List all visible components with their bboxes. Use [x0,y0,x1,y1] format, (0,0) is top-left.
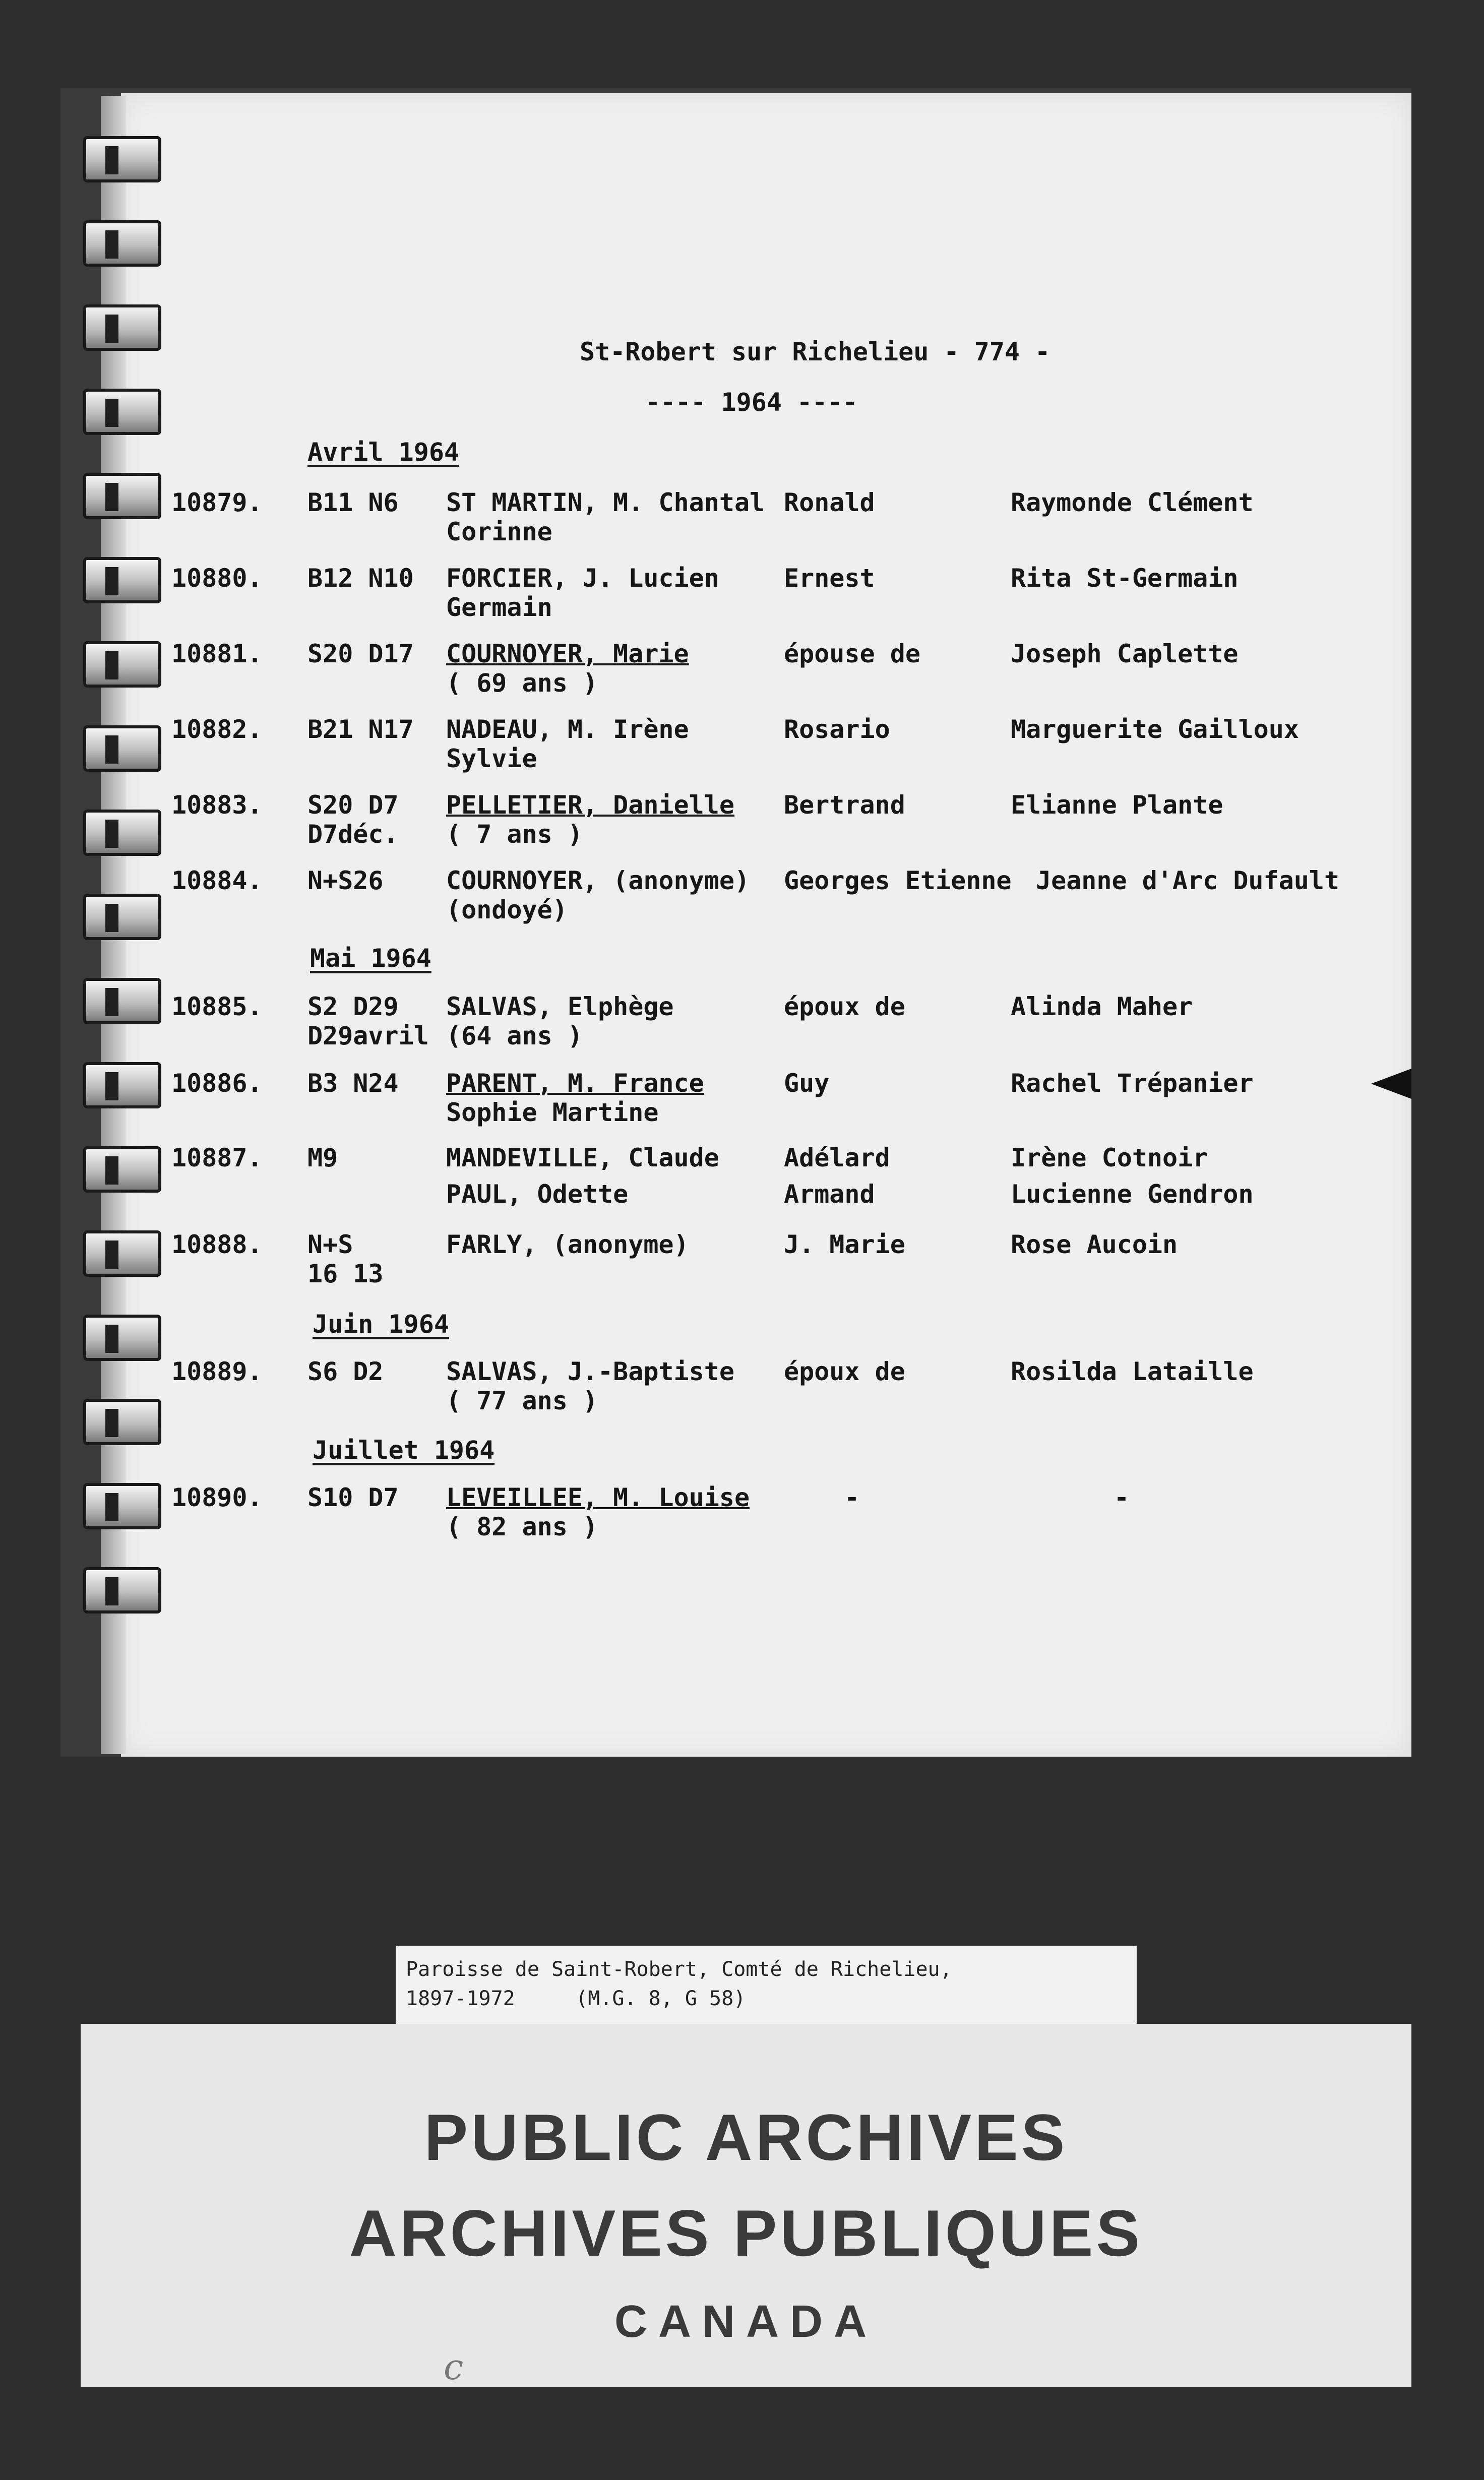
entry-number: 10883. [171,790,263,820]
entry-code: B12 N10 [307,564,414,593]
entry-name: FORCIER, J. Lucien [446,564,719,593]
spiral-ring [83,1230,161,1277]
entry-father: J. Marie [784,1230,905,1259]
entry-father: Rosario [784,715,890,744]
entry-number: 10882. [171,715,263,744]
entry-father: Adélard [784,1143,890,1172]
entry-number: 10889. [171,1357,263,1386]
entry-name: NADEAU, M. Irène [446,715,689,744]
entry-name: MANDEVILLE, Claude [446,1143,719,1172]
entry-code: B11 N6 [307,488,399,517]
spiral-ring [83,810,161,856]
entry-mother: Jeanne d'Arc Dufault [1036,866,1340,895]
entry-name-line2: ( 69 ans ) [446,668,598,698]
entry-number: 10885. [171,992,263,1021]
spiral-ring [83,978,161,1024]
entry-mother: Rita St-Germain [1011,564,1239,593]
entry-code: N+S [307,1230,353,1259]
entry-name-line2: PAUL, Odette [446,1180,629,1209]
entry-name: COURNOYER, Marie [446,639,689,668]
spiral-ring [83,389,161,435]
entry-father: Ronald [784,488,875,517]
entry-code: S2 D29 [307,992,399,1021]
entry-code-line2: 16 13 [307,1259,384,1288]
entry-code: B21 N17 [307,715,414,744]
page-tab-marker [1371,1069,1411,1099]
entry-number: 10879. [171,488,263,517]
section-heading-juillet: Juillet 1964 [313,1436,495,1465]
entry-name-line2: ( 82 ans ) [446,1512,598,1541]
entry-name-line2: (ondoyé) [446,895,568,924]
entry-mother: Rachel Trépanier [1011,1069,1254,1098]
entry-name: SALVAS, J.-Baptiste [446,1357,734,1386]
entry-father: Guy [784,1069,830,1098]
entry-name: SALVAS, Elphège [446,992,674,1021]
entry-father: époux de [784,1357,905,1386]
entry-name: LEVEILLEE, M. Louise [446,1483,750,1512]
entry-code-line2: D29avril [307,1021,429,1050]
entry-name-line2: Corinne [446,517,552,546]
entry-name: PELLETIER, Danielle [446,790,734,820]
entry-code: B3 N24 [307,1069,399,1098]
caption-line-2: 1897-1972 (M.G. 8, G 58) [406,1987,746,2010]
entry-name-line2: Germain [446,593,552,622]
entry-father: Georges Etienne [784,866,1012,895]
section-heading-avril: Avril 1964 [307,438,460,467]
entry-number: 10888. [171,1230,263,1259]
entry-name: ST MARTIN, M. Chantal [446,488,765,517]
entry-mother: - [1114,1483,1130,1512]
register-entry [171,1483,1130,1688]
entry-mother: Elianne Plante [1011,790,1223,820]
stamp-line-1: PUBLIC ARCHIVES [424,2100,1068,2174]
stamp-line-2: ARCHIVES PUBLIQUES [349,2196,1143,2270]
entry-father: - [844,1483,860,1512]
entry-mother: Rosilda Lataille [1011,1357,1254,1386]
entry-name-line2: ( 77 ans ) [446,1386,598,1415]
caption-line-1: Paroisse de Saint-Robert, Comté de Richelieu, [406,1958,952,1981]
section-heading-mai: Mai 1964 [310,944,431,973]
entry-name-line2: Sylvie [446,744,537,773]
entry-mother: Marguerite Gailloux [1011,715,1299,744]
year-line: ---- 1964 ---- [645,388,858,417]
entry-name: FARLY, (anonyme) [446,1230,689,1259]
spiral-ring [83,136,161,182]
entry-mother: Raymonde Clément [1011,488,1254,517]
entry-name: PARENT, M. France [446,1069,704,1098]
entry-number: 10890. [171,1483,263,1512]
spiral-ring [83,473,161,519]
spiral-ring [83,894,161,940]
spiral-ring [83,1483,161,1529]
stamp-line-3: CANADA [614,2297,878,2347]
entry-number: 10881. [171,639,263,668]
spiral-ring [83,1146,161,1193]
spiral-ring [83,1315,161,1361]
entry-code: M9 [307,1143,338,1172]
entry-code: S20 D7 [307,790,399,820]
spiral-ring [83,1062,161,1108]
entry-code: N+S26 [307,866,384,895]
spiral-ring [83,1567,161,1614]
entry-code: S6 D2 [307,1357,384,1386]
page-title: St-Robert sur Richelieu - 774 - [580,337,1050,366]
entry-name-line2: (64 ans ) [446,1021,583,1050]
entry-father-line2: Armand [784,1180,875,1209]
entry-father: époux de [784,992,905,1021]
entry-code-line2: D7déc. [307,820,399,849]
entry-mother: Joseph Caplette [1011,639,1239,668]
entry-father: Ernest [784,564,875,593]
entry-father: Bertrand [784,790,905,820]
entry-number: 10886. [171,1069,263,1098]
section-heading-juin: Juin 1964 [313,1310,449,1339]
entry-mother: Rose Aucoin [1011,1230,1178,1259]
entry-number: 10887. [171,1143,263,1172]
entry-mother: Alinda Maher [1011,992,1193,1021]
spiral-ring [83,304,161,351]
entry-mother: Irène Cotnoir [1011,1143,1208,1172]
spiral-ring [83,220,161,267]
entry-code: S20 D17 [307,639,414,668]
entry-father: épouse de [784,639,920,668]
archive-caption-label [396,1946,1137,2026]
entry-name-line2: Sophie Martine [446,1098,659,1127]
spiral-ring [83,725,161,772]
pencil-mark: c [444,2346,464,2388]
entry-code: S10 D7 [307,1483,399,1512]
spiral-ring [83,1399,161,1445]
entry-number: 10884. [171,866,263,895]
entry-name-line2: ( 7 ans ) [446,820,583,849]
spiral-ring [83,641,161,688]
entry-name: COURNOYER, (anonyme) [446,866,750,895]
entry-mother-line2: Lucienne Gendron [1011,1180,1254,1209]
spiral-ring [83,557,161,603]
archives-stamp-card [81,2024,1411,2387]
entry-number: 10880. [171,564,263,593]
